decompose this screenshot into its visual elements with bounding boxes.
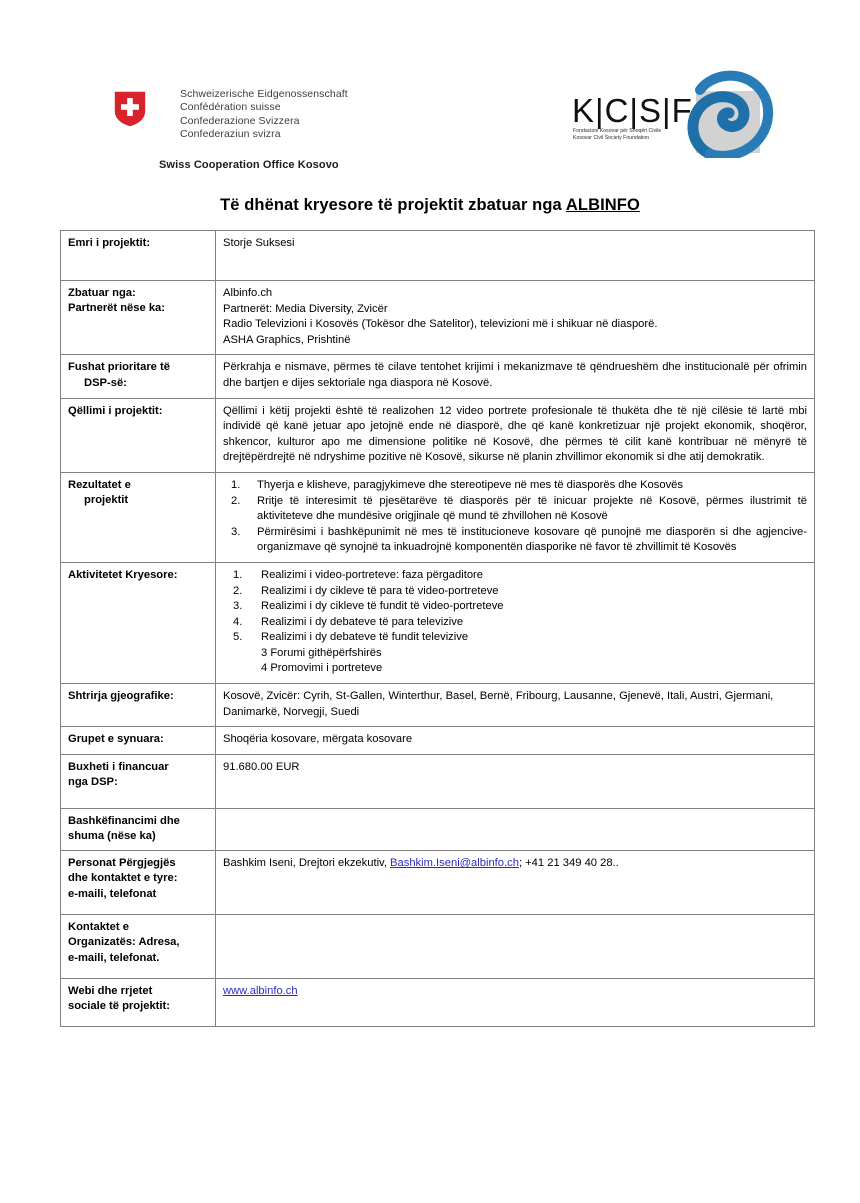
table-row [61, 281, 815, 355]
table-row [61, 979, 815, 1027]
label-line: Partnerët nëse ka: [68, 302, 166, 315]
table-row [61, 562, 815, 683]
value-line: Albinfo.ch [223, 287, 273, 299]
row-value-target-groups: Shoqëria kosovare, mërgata kosovare [216, 727, 815, 755]
row-label-project-name: Emri i projektit: [61, 231, 216, 281]
table-row [61, 472, 815, 562]
swiss-name-fr: Confédération suisse [180, 101, 281, 114]
list-item: Realizimi i dy cikleve të para të video-portreteve [261, 584, 499, 597]
value-line: ASHA Graphics, Prishtinë [223, 333, 351, 346]
row-label-target-groups: Grupet e synuara: [61, 727, 216, 755]
email-link[interactable]: Bashkim.Iseni@albinfo.ch [390, 857, 519, 870]
label-line: Buxheti i financuar [68, 760, 169, 773]
row-value-responsible-persons [216, 851, 815, 915]
label-line: nga DSP: [68, 776, 118, 789]
swiss-name-de: Schweizerische Eidgenossenschaft [180, 88, 348, 100]
website-link[interactable]: www.albinfo.ch [223, 985, 298, 998]
list-item: Realizimi i dy cikleve të fundit të video-portreteve [261, 600, 504, 613]
label-line: Rezultatet e [68, 478, 131, 491]
label-line: Fushat prioritare të [68, 361, 170, 374]
table-row [61, 915, 815, 979]
table-row [61, 727, 815, 755]
label-line: Zbatuar nga: [68, 287, 136, 299]
label-line: dhe kontaktet e tyre: [68, 872, 178, 885]
project-details-table [60, 230, 815, 1027]
list-item: Thyerja e klisheve, paragjykimeve dhe stereotipeve në mes të diasporës dhe Kosovës [257, 478, 683, 491]
row-value-project-goal: Qëllimi i këtij projekti është të realizohen 12 video portrete profesionale të thukëta dhe të një cilësie të lartë mbi individë që kanë jetuar apo jetojnë ende në diasporë, dhe që kanë konkretizuar një projekt ekonomik, shoqëror, shkencor, kulturor apo me dimensione politike në Kosovë, dhe përmes të cilit kanë kontribuar në mënyrë të drejtëpërdrejtë në ndryshime pozitive në Kosovë, sikurse në planin zhvillimor ekonomik si dhe atij demokratik. [216, 398, 815, 472]
row-value-web-social [216, 979, 815, 1027]
table-row [61, 355, 815, 398]
page-title-prefix: Të dhënat kryesore të projektit zbatuar nga [220, 196, 566, 214]
row-value-geographic-scope: Kosovë, Zvicër: Cyrih, St-Gallen, Winterthur, Basel, Bernë, Fribourg, Lausanne, Gjenevë, Itali, Austri, Gjermani, Danimarkë, Norvegji, Suedi [216, 684, 815, 727]
label-line: shuma (nëse ka) [68, 830, 156, 843]
swiss-cooperation-office-label: Swiss Cooperation Office Kosovo [159, 159, 339, 171]
page-title [0, 196, 860, 215]
row-label-budget [61, 754, 216, 808]
value-line: Partnerët: Media Diversity, Zvicër [223, 302, 388, 315]
label-line: Organizatës: Adresa, [68, 936, 180, 949]
label-line: Personat Përgjegjës [68, 857, 176, 870]
table-row [61, 851, 815, 915]
row-label-project-results [61, 472, 216, 562]
activities-extra-line: 3 Forumi githëpërfshirës [261, 646, 382, 659]
label-line: DSP-së: [84, 376, 127, 389]
table-row [61, 398, 815, 472]
label-line: e-maili, telefonat. [68, 951, 160, 964]
row-value-priority-areas: Përkrahja e nismave, përmes të cilave tentohet krijimi i mekanizmave të qëndrueshëm dhe institucionalë për ofrimin dhe bartjen e dijes sektoriale nga diaspora në Kosovë. [216, 355, 815, 398]
row-value-key-activities [216, 562, 815, 683]
row-label-project-goal: Qëllimi i projektit: [61, 398, 216, 472]
row-label-cofinancing [61, 808, 216, 850]
label-line: Kontaktet e [68, 921, 129, 934]
page-title-highlight: ALBINFO [565, 196, 640, 214]
label-line: sociale të projektit: [68, 1000, 170, 1013]
blue-spiral-icon [684, 70, 776, 158]
kcsf-subtitle-en: Kosovar Civil Society Foundation [573, 134, 650, 141]
kcsf-subtitle-sq: Fondacioni Kosovar për Shoqëri Civile [573, 128, 662, 134]
kcsf-letters: K|C|S|F [572, 92, 693, 129]
row-value-budget: 91.680.00 EUR [216, 754, 815, 808]
results-list [223, 478, 807, 556]
activities-extra-line: 4 Promovimi i portreteve [261, 662, 383, 675]
kcsf-subtitle [573, 128, 661, 141]
value-line: Radio Televizioni i Kosovës (Tokësor dhe Satelitor), televizioni më i shikuar në diasporë. [223, 318, 658, 331]
row-value-project-name: Storje Suksesi [216, 231, 815, 281]
row-label-key-activities: Aktivitetet Kryesore: [61, 562, 216, 683]
list-item: Përmirësimi i bashkëpunimit në mes të institucioneve kosovare që punojnë me diasporën si dhe agjencive-organizmave që synojnë ta inkuadrojnë komponentën diasporike në favor të zhvillimit të Kosovës [257, 525, 807, 554]
document-header [0, 0, 860, 185]
row-value-organization-contacts [216, 915, 815, 979]
contact-name-role: Bashkim Iseni, Drejtori ekzekutiv, [223, 857, 391, 870]
table-row [61, 231, 815, 281]
row-label-priority-areas [61, 355, 216, 398]
row-value-implemented-by [216, 281, 815, 355]
swiss-name-it: Confederazione Svizzera [180, 114, 300, 127]
row-value-project-results [216, 472, 815, 562]
swiss-name-rm: Confederaziun svizra [180, 128, 281, 141]
activities-list [223, 568, 807, 646]
list-item: Realizimi i dy debateve të para televizive [261, 615, 464, 628]
swiss-confederation-names [180, 88, 348, 142]
kcsf-logo [568, 68, 778, 163]
table-row [61, 684, 815, 727]
contact-phone: ; +41 21 349 40 28.. [518, 857, 619, 870]
list-item: Realizimi i dy debateve të fundit televizive [261, 631, 469, 644]
table-row [61, 808, 815, 850]
swiss-confederation-logo [113, 88, 348, 142]
swiss-cross-shield-icon [113, 90, 147, 128]
label-line: Bashkëfinancimi dhe [68, 814, 180, 827]
list-item: Realizimi i video-portreteve: faza përgaditore [261, 568, 483, 581]
row-label-web-social [61, 979, 216, 1027]
row-label-responsible-persons [61, 851, 216, 915]
label-line: projektit [84, 494, 129, 507]
label-line: e-maili, telefonat [68, 887, 157, 900]
row-label-implemented-by [61, 281, 216, 355]
table-row [61, 754, 815, 808]
row-value-cofinancing [216, 808, 815, 850]
row-label-organization-contacts [61, 915, 216, 979]
row-label-geographic-scope: Shtrirja gjeografike: [61, 684, 216, 727]
list-item: Rritje të interesimit të pjesëtarëve të diasporës për të inicuar projekte në Kosovë, përmes ilustrimit të aktiviteteve dhe mundësive origjinale që mund të zhvillohen në Kosovë [257, 494, 807, 523]
label-line: Webi dhe rrjetet [68, 985, 153, 998]
